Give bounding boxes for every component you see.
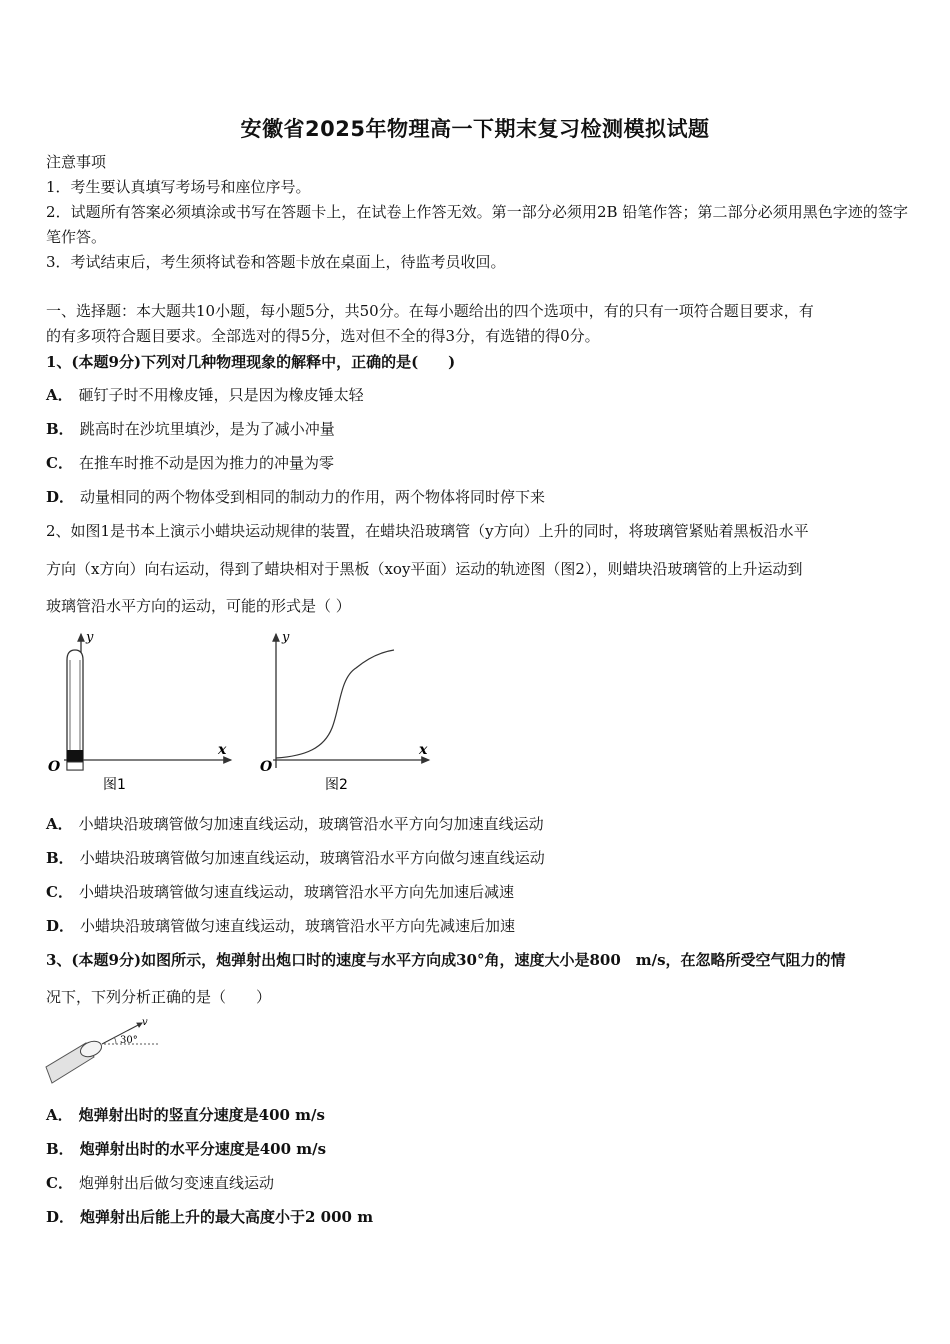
option-label: D． [46,488,75,506]
option-text: 小蜡块沿玻璃管做匀加速直线运动，玻璃管沿水平方向匀加速直线运动 [78,815,544,833]
notice-item-3: 3．考试结束后，考生须将试卷和答题卡放在桌面上，待监考员收回。 [46,253,506,271]
option-label: B． [46,420,74,438]
q1-option-b [46,417,908,442]
option-label: D． [46,917,75,935]
fig1-y-label: y [86,630,94,645]
velocity-label: v [142,1017,148,1028]
figure-2-trajectory [256,628,436,796]
option-text: 小蜡块沿玻璃管做匀速直线运动，玻璃管沿水平方向先加速后减速 [78,883,514,901]
fig2-x-label: x [419,742,428,758]
section-instructions-line2: 的有多项符合题目要求。全部选对的得5分，选对但不全的得3分，有选错的得0分。 [46,327,600,345]
q1-stem: 1、(本题9分)下列对几种物理现象的解释中，正确的是( ) [46,353,456,371]
option-text: 动量相同的两个物体受到相同的制动力的作用，两个物体将同时停下来 [80,488,546,506]
option-text: 小蜡块沿玻璃管做匀速直线运动，玻璃管沿水平方向先减速后加速 [80,917,516,935]
option-label: B． [46,849,74,867]
option-text: 炮弹射出后能上升的最大高度小于2 000 m [80,1208,374,1226]
notice-heading: 注意事项 [46,153,107,171]
q3-stem-line2: 况下，下列分析正确的是（ ） [46,988,272,1006]
section-instructions-line1: 一、选择题：本大题共10小题，每小题5分，共50分。在每小题给出的四个选项中，有的只有一项符合题目要求，有 [46,302,814,320]
figure-1-tube [46,628,246,796]
trajectory-curve [276,650,394,758]
option-label: A． [46,386,73,404]
q1-option-a [46,383,908,408]
fig1-caption: 图1 [103,777,126,793]
option-text: 炮弹射出时的竖直分速度是400 m/s [78,1106,325,1124]
q1-option-c [46,451,908,476]
option-text: 砸钉子时不用橡皮锤，只是因为橡皮锤太轻 [78,386,364,404]
q2-stem-line2: 方向（x方向）向右运动，得到了蜡块相对于黑板（xoy平面）运动的轨迹图（图2），则蜡块沿玻璃管的上升运动到 [46,560,803,578]
angle-label: 30° [120,1035,138,1046]
option-text: 小蜡块沿玻璃管做匀加速直线运动，玻璃管沿水平方向做匀速直线运动 [79,849,545,867]
option-text: 炮弹射出后做匀变速直线运动 [78,1174,274,1192]
option-label: C． [46,454,73,472]
q1-option-d [46,485,908,510]
q3-stem-line1: 3、(本题9分)如图所示，炮弹射出炮口时的速度与水平方向成30°角，速度大小是800 m/s，在忽略所受空气阻力的情 [46,951,846,969]
fig2-caption: 图2 [325,777,348,793]
notice-item-2: 2．试题所有答案必须填涂或书写在答题卡上，在试卷上作答无效。第一部分必须用2B 铅笔作答；第二部分必须用黑色字迹的签字笔作答。 [46,203,908,246]
q2-option-b [46,846,908,871]
figure-3-cannon [44,1015,169,1087]
page-title: 安徽省2025年物理高一下期末复习检测模拟试题 [240,117,710,141]
q3-option-c [46,1171,908,1196]
q2-option-c [46,880,908,905]
option-text: 跳高时在沙坑里填沙，是为了减小冲量 [79,420,335,438]
fig2-y-label: y [282,630,290,645]
q3-option-d [46,1205,908,1230]
tube-stopper [67,762,83,770]
q2-stem-line1: 2、如图1是书本上演示小蜡块运动规律的装置，在蜡块沿玻璃管（y方向）上升的同时，将玻璃管紧贴着黑板沿水平 [46,522,809,540]
option-text: 在推车时推不动是因为推力的冲量为零 [78,454,334,472]
option-label: A． [46,1106,73,1124]
wax-block [67,750,83,762]
fig2-origin-label: O [260,759,273,775]
fig1-x-label: x [218,742,227,758]
notice-item-1: 1．考生要认真填写考场号和座位序号。 [46,178,311,196]
q3-option-b [46,1137,908,1162]
q2-option-d [46,914,908,939]
option-label: C． [46,1174,73,1192]
option-label: D． [46,1208,75,1226]
q2-stem-line3: 玻璃管沿水平方向的运动，可能的形式是（ ） [46,597,351,615]
option-text: 炮弹射出时的水平分速度是400 m/s [79,1140,327,1158]
q2-option-a [46,812,908,837]
option-label: C． [46,883,73,901]
angle-arc [114,1037,116,1044]
q3-option-a [46,1103,908,1128]
fig1-origin-label: O [48,759,61,775]
option-label: A． [46,815,73,833]
option-label: B． [46,1140,74,1158]
